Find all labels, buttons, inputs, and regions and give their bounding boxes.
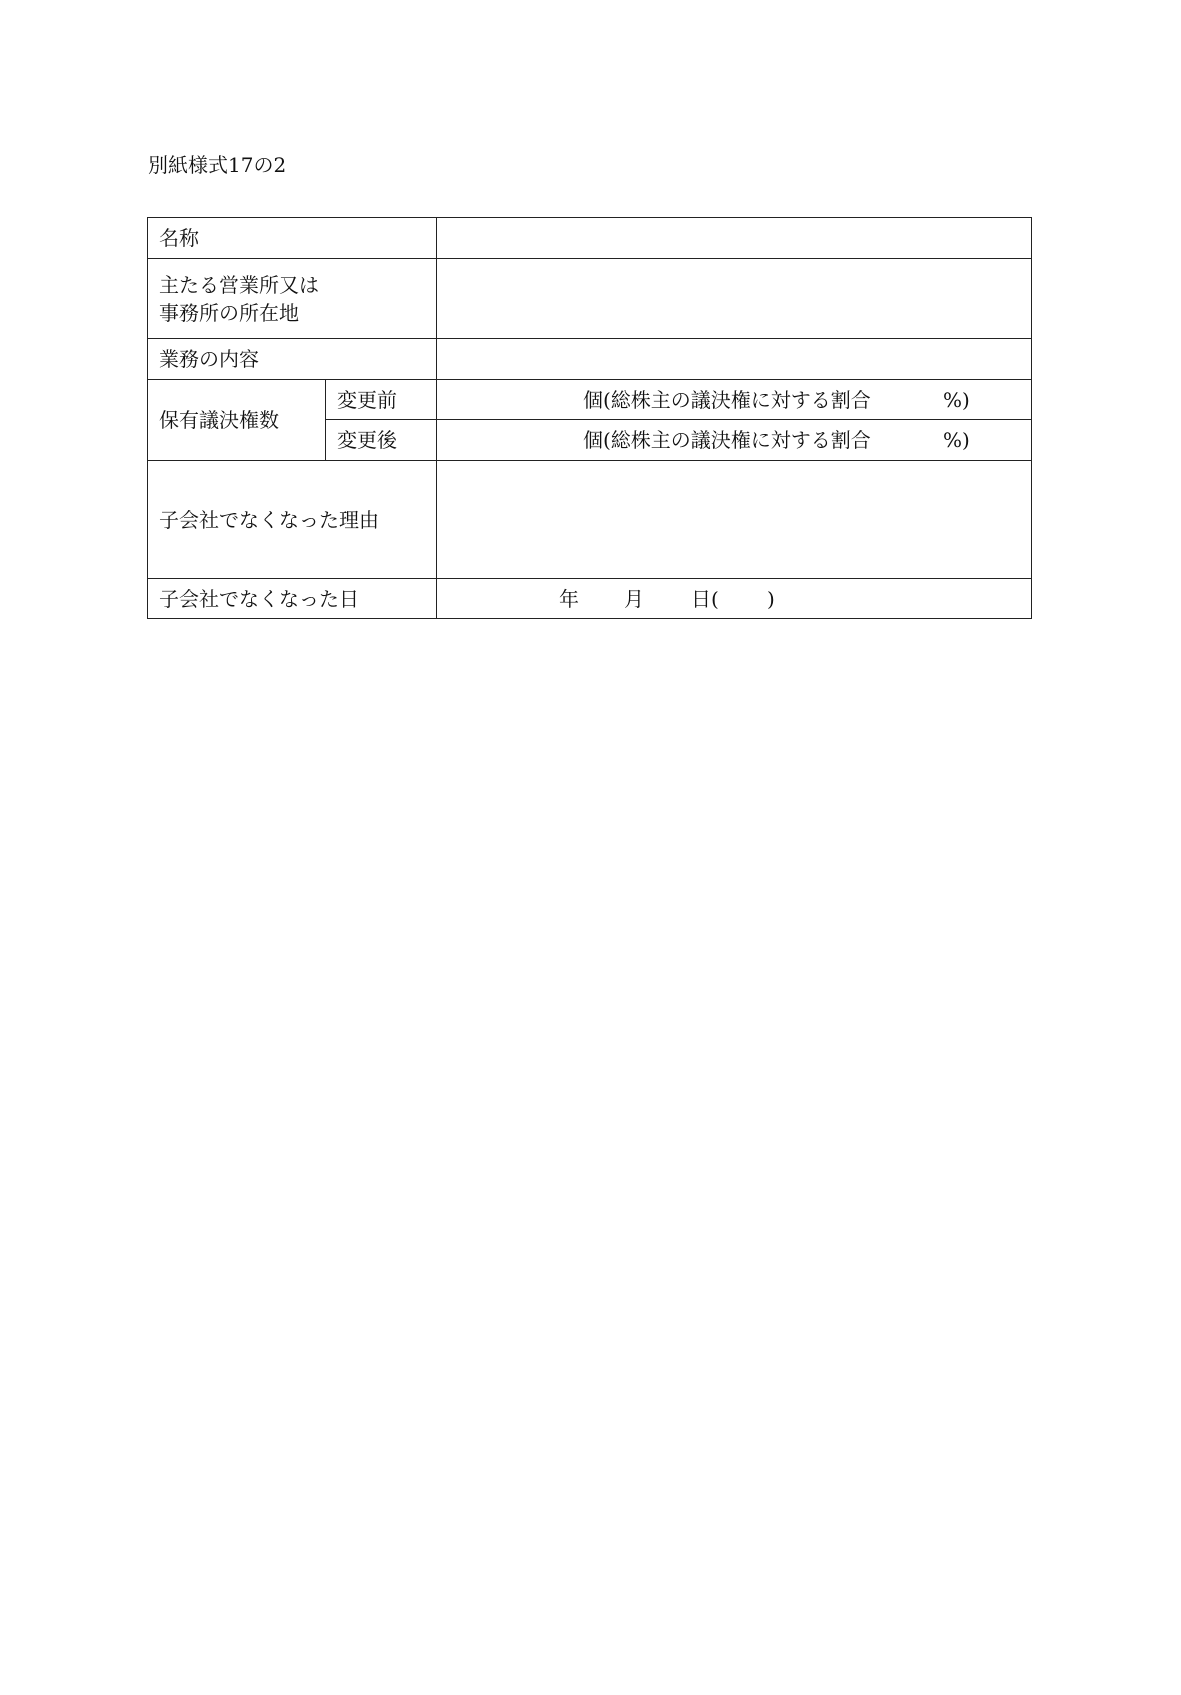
label-after: 変更後 [326,420,437,461]
value-office[interactable] [437,259,1032,339]
date-month: 月 [624,586,644,611]
value-reason[interactable] [437,461,1032,579]
value-business[interactable] [437,339,1032,380]
row-reason [148,461,1032,579]
label-business: 業務の内容 [148,339,437,380]
value-voting-after[interactable] [437,420,1032,461]
voting-after-suffix: %) [943,428,970,452]
label-office-line2: 事務所の所在地 [159,300,299,325]
label-date: 子会社でなくなった日 [148,579,437,619]
row-name [148,218,1032,259]
label-reason: 子会社でなくなった理由 [148,461,437,579]
label-voting: 保有議決権数 [148,380,326,461]
row-voting-before [148,380,1032,420]
value-voting-before[interactable] [437,380,1032,420]
date-day: 日( [691,586,719,611]
date-close: ) [767,586,775,611]
voting-before-suffix: %) [943,387,970,412]
voting-after-prefix: 個(総株主の議決権に対する割合 [583,428,871,452]
notification-form-table [147,217,1032,619]
value-date[interactable] [437,579,1032,619]
label-before: 変更前 [326,380,437,420]
label-name: 名称 [148,218,437,259]
label-office-line1: 主たる営業所又は [159,272,319,297]
voting-before-prefix: 個(総株主の議決権に対する割合 [583,387,871,412]
row-business [148,339,1032,380]
value-name[interactable] [437,218,1032,259]
row-office [148,259,1032,339]
date-year: 年 [559,586,579,611]
row-date [148,579,1032,619]
form-code: 別紙様式17の2 [148,153,287,177]
label-office [148,259,437,339]
